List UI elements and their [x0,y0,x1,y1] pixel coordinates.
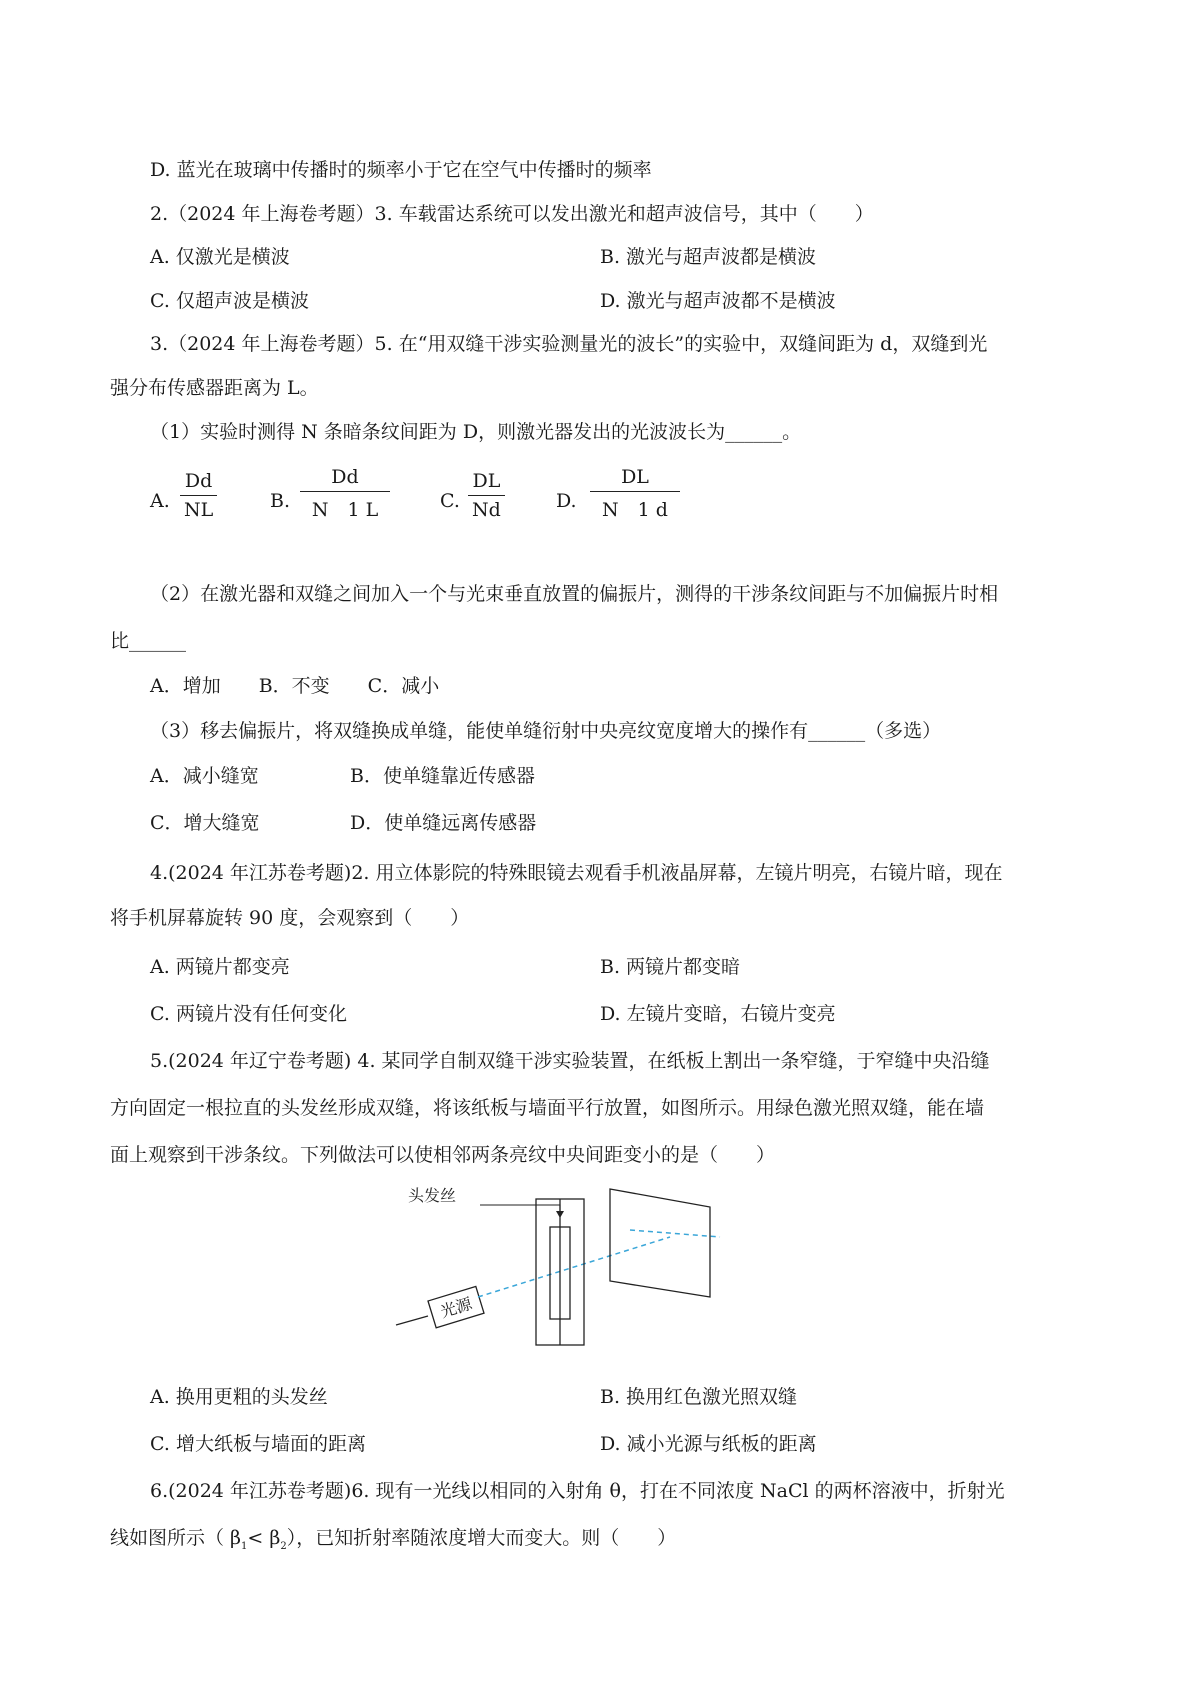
q5-option-a: A. 换用更粗的头发丝 [150,1386,328,1408]
light-source-label: 光源 [438,1293,475,1322]
q2-option-d: D. 激光与超声波都不是横波 [600,290,836,312]
q3-choice-a-fraction [180,470,217,521]
q4-stem-line1: 4.(2024 年江苏卷考题)2. 用立体影院的特殊眼镜去观看手机液晶屏幕，左镜片明亮，右镜片暗，现在 [150,862,1003,884]
q3-choice-b-fraction [300,466,390,522]
q5-stem-line2: 方向固定一根拉直的头发丝形成双缝，将该纸板与墙面平行放置，如图所示。用绿色激光照双缝，能在墙 [110,1097,985,1119]
q3-stem-line2: 强分布传感器距离为 L。 [110,377,319,399]
q3-choice-c-denominator: Nd [472,499,501,521]
q3-sub3: （3）移去偏振片，将双缝换成单缝，能使单缝衍射中央亮纹宽度增大的操作有______（多选） [150,720,942,742]
laser-beam-reflected [630,1230,720,1237]
q6-beta-sub-2: 2 [280,1540,287,1552]
q4-option-b: B. 两镜片都变暗 [600,956,741,978]
q3-choice-b-numerator: Dd [331,466,359,488]
q3-choice-b-label: B. [270,490,291,512]
q4-option-d: D. 左镜片变暗，右镜片变亮 [600,1003,836,1025]
hair-label: 头发丝 [408,1186,457,1205]
q6-beta-sub-1: 1 [241,1540,248,1552]
q5-stem-line3: 面上观察到干涉条纹。下列做法可以使相邻两条亮纹中央间距变小的是（ ） [110,1144,776,1166]
q3-choice-c-fraction [468,470,505,521]
fraction-bar [300,491,390,492]
q4-stem-line2: 将手机屏幕旋转 90 度，会观察到（ ） [110,907,470,929]
q3-sub3-option-a: A．减小缝宽 [150,765,259,787]
q4-option-a: A. 两镜片都变亮 [150,956,290,978]
q2-stem: 2.（2024 年上海卷考题）3. 车载雷达系统可以发出激光和超声波信号，其中（ ） [150,203,874,225]
q1-option-d: D. 蓝光在玻璃中传播时的频率小于它在空气中传播时的频率 [150,159,652,181]
double-slit-apparatus-figure [390,1185,760,1355]
q3-choice-a-numerator: Dd [184,470,213,492]
q5-option-b: B. 换用红色激光照双缝 [600,1386,798,1408]
q2-option-c: C. 仅超声波是横波 [150,290,309,312]
q6-stem2-part-b: < β [247,1527,281,1549]
fraction-bar [180,495,217,496]
q3-sub1: （1）实验时测得 N 条暗条纹间距为 D，则激光器发出的光波波长为______。 [150,421,802,443]
q3-choice-c-numerator: DL [472,470,501,492]
q5-option-d: D. 减小光源与纸板的距离 [600,1433,817,1455]
q3-sub2-line2: 比______ [110,630,187,652]
q2-option-a: A. 仅激光是横波 [150,246,290,268]
q5-stem-line1: 5.(2024 年辽宁卷考题) 4. 某同学自制双缝干涉实验装置，在纸板上割出一条窄缝，于窄缝中央沿缝 [150,1050,990,1072]
q3-sub3-option-d: D．使单缝远离传感器 [350,812,537,834]
q3-choice-d-label: D. [556,490,577,512]
wall [610,1189,710,1297]
q3-choice-d-numerator: DL [621,466,649,488]
q3-choice-d-fraction [590,466,680,522]
q6-stem2-part-a: 线如图所示（ β [110,1527,242,1549]
q3-stem-line1: 3.（2024 年上海卷考题）5. 在“用双缝干涉实验测量光的波长”的实验中，双缝间距为 d，双缝到光 [150,333,988,355]
q3-choice-a-denominator: NL [184,499,214,521]
q3-sub2-options: A．增加 B．不变 C．减小 [150,675,440,697]
q3-choice-a-label: A. [150,490,170,512]
q2-option-b: B. 激光与超声波都是横波 [600,246,817,268]
laser-beam [478,1237,670,1297]
q3-choice-b-denominator: N 1 L [311,499,379,521]
q6-stem-line2 [110,1525,676,1560]
q5-option-c: C. 增大纸板与墙面的距离 [150,1433,366,1455]
q6-stem2-part-c: ），已知折射率随浓度增大而变大。则（ ） [286,1527,677,1549]
q4-option-c: C. 两镜片没有任何变化 [150,1003,347,1025]
q3-choice-c-label: C. [440,490,460,512]
q3-sub2-line1: （2）在激光器和双缝之间加入一个与光束垂直放置的偏振片，测得的干涉条纹间距与不加偏振片时相 [150,583,999,605]
q6-stem-line1: 6.(2024 年江苏卷考题)6. 现有一光线以相同的入射角 θ，打在不同浓度 NaCl 的两杯溶液中，折射光 [150,1480,1005,1502]
q3-sub3-option-c: C．增大缝宽 [150,812,260,834]
q3-choice-d-denominator: N 1 d [602,499,668,521]
light-source-box [428,1286,484,1327]
fraction-bar [468,495,505,496]
q3-sub3-option-b: B．使单缝靠近传感器 [350,765,535,787]
hair-label-arrow [480,1205,560,1215]
fraction-bar [590,491,680,492]
